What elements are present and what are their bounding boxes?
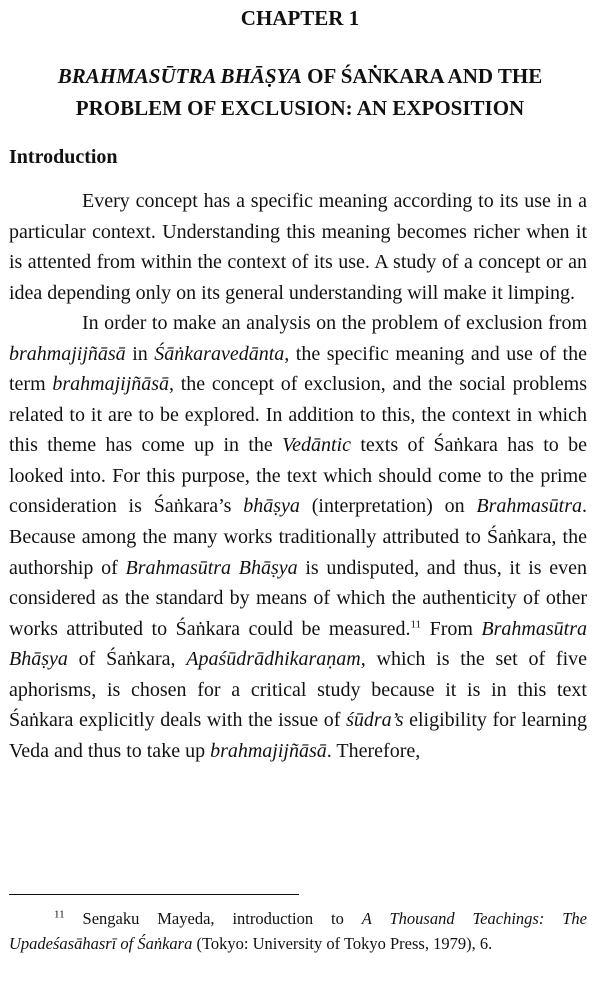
- text-span: , the concept of exclusion, and the social problems related to it are to be explored. In addition to this, the context in which this theme has come up in the: [9, 373, 587, 457]
- text-span: In order to make an analysis on the problem of exclusion from: [82, 312, 587, 335]
- footnote-text: Sengaku Mayeda, introduction to: [64, 909, 362, 928]
- text-span: , the specific meaning and use of the term: [9, 342, 587, 396]
- text-span: is undisputed, and thus, it is even considered as the standard by means of which the authenticity of other works attributed to Śaṅkara could be measured.: [9, 556, 587, 640]
- text-span: (interpretation) on: [299, 495, 477, 518]
- paragraph-2: [9, 308, 587, 766]
- italic-term: Brahmasūtra Bhāṣya: [125, 556, 298, 579]
- title-italic-part: BRAHMASŪTRA BHĀṢYA: [57, 64, 302, 88]
- text-span: . Because among the many works traditionally attributed to Śaṅkara, the authorship of: [9, 495, 587, 579]
- italic-term: bhāṣya: [243, 495, 300, 518]
- footnote-number: 11: [54, 908, 65, 921]
- text-span: of Śaṅkara,: [67, 648, 187, 671]
- footnote-italic-title: A Thousand Teachings: The Upadeśasāhasrī of Śaṅkara: [9, 909, 587, 953]
- text-span: in: [125, 342, 155, 365]
- paragraph-1: Every concept has a specific meaning according to its use in a particular context. Understanding this meaning becomes richer when it is attented from within the context of its use. A study of a concept or an idea depending only on its general understanding will make it limping.: [9, 190, 587, 304]
- body-text: [9, 186, 587, 766]
- italic-term: Apaśūdrādhikaraṇam,: [186, 648, 366, 671]
- section-heading: Introduction: [9, 146, 118, 168]
- italic-term: brahmajijñāsā: [210, 739, 327, 762]
- chapter-title: [0, 60, 600, 124]
- footnote-reference[interactable]: 11: [410, 618, 422, 630]
- title-line-2: PROBLEM OF EXCLUSION: AN EXPOSITION: [75, 96, 525, 120]
- italic-term: brahmajijñāsā: [9, 342, 126, 365]
- text-span: which is the set of five aphorisms, is chosen for a critical study because it is in this text Śaṅkara explicitly deals with the issue of: [9, 648, 588, 732]
- text-span: From: [421, 617, 482, 640]
- footnote-divider: [9, 894, 299, 895]
- italic-term: Vedāntic: [282, 434, 351, 457]
- title-part-rest: OF ŚAṄKARA AND THE: [301, 64, 543, 88]
- italic-term: brahmajijñāsā: [52, 373, 170, 396]
- footnote: [9, 906, 587, 956]
- italic-term: śūdra’s: [346, 709, 404, 732]
- italic-term: Śāṅkaravedānta: [154, 342, 285, 365]
- text-span: . Therefore,: [326, 739, 421, 762]
- text-span: eligibility for learning Veda and thus to take up: [9, 709, 587, 762]
- text-span: texts of Śaṅkara has to be looked into. For this purpose, the text which should come to the prime consideration is Śaṅkara’s: [9, 434, 587, 518]
- chapter-label: CHAPTER 1: [240, 6, 360, 30]
- footnote-text: (Tokyo: University of Tokyo Press, 1979), 6.: [192, 934, 493, 953]
- italic-term: Brahmasūtra Bhāṣya: [9, 617, 587, 671]
- italic-term: Brahmasūtra: [476, 495, 582, 518]
